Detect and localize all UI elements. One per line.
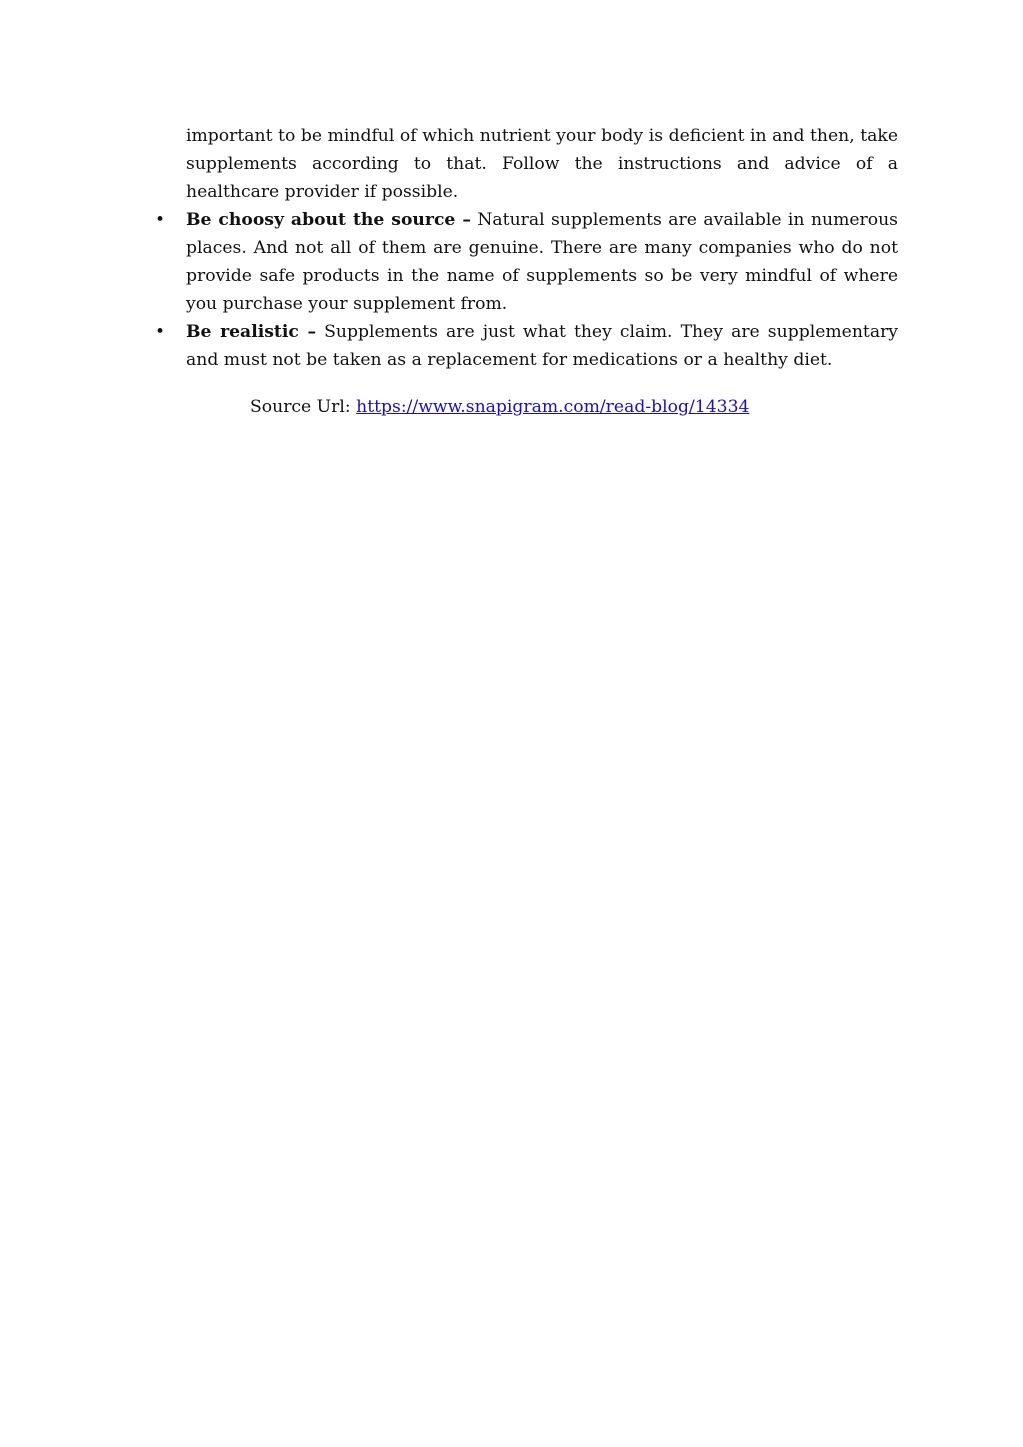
bullet-heading: Be choosy about the source – (186, 210, 471, 230)
bullet-icon: • (155, 210, 166, 230)
document-body (155, 122, 899, 374)
bullet-icon: • (155, 322, 166, 342)
bullet-item-source (155, 206, 899, 318)
continuation-paragraph: important to be mindful of which nutrient your body is deficient in and then, take supplements according to that. Follow the instructions and advice of a healthcare provider if possible. (186, 126, 898, 202)
source-line (250, 393, 749, 421)
bullet-text: Supplements are just what they claim. They are supplementary and must not be taken as a replacement for medications or a healthy diet. (186, 322, 898, 370)
source-url-link[interactable]: https://www.snapigram.com/read-blog/14334 (356, 397, 750, 417)
bullet-heading: Be realistic – (186, 322, 317, 342)
bullet-item-realistic (155, 318, 898, 374)
source-label: Source Url: (250, 397, 357, 417)
bullet-text: Natural supplements are available in numerous places. And not all of them are genuine. There are many companies who do not provide safe products in the name of supplements so be very mindful of where you purchase your supplement from. (186, 210, 899, 314)
